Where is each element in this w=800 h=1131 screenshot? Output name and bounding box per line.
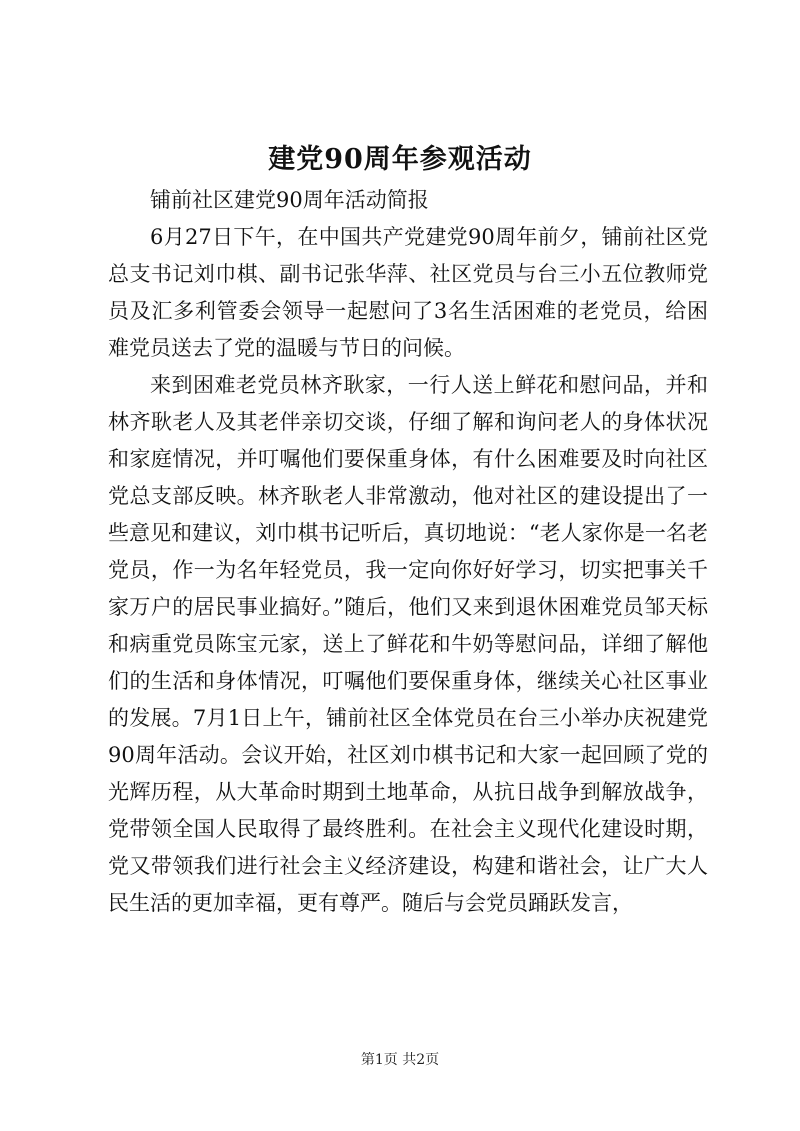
body-paragraph-2: 来到困难老党员林齐耿家，一行人送上鲜花和慰问品，并和林齐耿老人及其老伴亲切交谈，仔细了解和询问老人的身体状况和家庭情况，并叮嘱他们要保重身体，有什么困难要及时向社区党总支部反映。林齐耿老人非常激动，他对社区的建设提出了一些意见和建议，刘巾棋书记听后，真切地说：“老人家你是一名老党员，作一为名年轻党员，我一定向你好好学习，切实把事关千家万户的居民事业搞好。”随后，他们又来到退休困难党员邹天标和病重党员陈宝元家，送上了鲜花和牛奶等慰问品，详细了解他们的生活和身体情况，叮嘱他们要保重身体，继续关心社区事业的发展。7月1日上午，铺前社区全体党员在台三小举办庆祝建党90周年活动。会议开始，社区刘巾棋书记和大家一起回顾了党的光辉历程，从大革命时期到土地革命，从抗日战争到解放战争，党带领全国人民取得了最终胜利。在社会主义现代化建设时期，党又带领我们进行社会主义经济建设，构建和谐社会，让广大人民生活的更加幸福，更有尊严。随后与会党员踊跃发言， [108,373,708,915]
subtitle-paragraph: 铺前社区建党90周年活动简报 [150,188,429,212]
body-paragraph-1: 6月27日下午，在中国共产党建党90周年前夕，铺前社区党总支书记刘巾棋、副书记张华萍、社区党员与台三小五位教师党员及汇多利管委会领导一起慰问了3名生活困难的老党员，给困难党员送去了党的温暖与节日的问候。 [108,225,708,360]
document-body [108,182,708,922]
page-footer: 第1页 共2页 [360,1052,440,1068]
page-title: 建党90周年参观活动 [268,144,532,175]
